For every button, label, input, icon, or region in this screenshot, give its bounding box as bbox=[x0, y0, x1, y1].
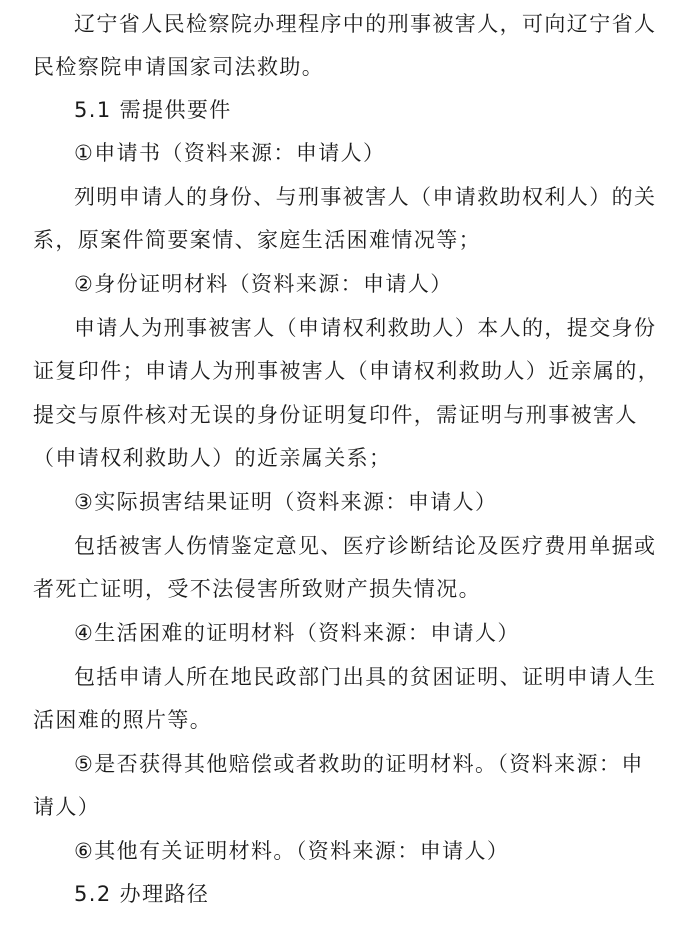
item-3-title: ③实际损害结果证明（资料来源：申请人） bbox=[74, 490, 498, 514]
item-4-title: ④生活困难的证明材料（资料来源：申请人） bbox=[74, 621, 520, 645]
item-4-desc-line-1: 包括申请人所在地民政部门出具的贫困证明、证明申请人生 bbox=[74, 665, 657, 689]
item-2-title: ②身份证明材料（资料来源：申请人） bbox=[74, 272, 453, 296]
item-2-desc-line-1: 申请人为刑事被害人（申请权利救助人）本人的，提交身份 bbox=[74, 316, 657, 340]
item-1-desc-line-1: 列明申请人的身份、与刑事被害人（申请救助权利人）的关 bbox=[74, 185, 657, 209]
section-heading-5-2: 5.2 办理路径 bbox=[74, 882, 210, 906]
item-3-desc-line-1: 包括被害人伤情鉴定意见、医疗诊断结论及医疗费用单据或 bbox=[74, 534, 657, 558]
section-heading-5-1: 5.1 需提供要件 bbox=[74, 98, 232, 122]
intro-line-2: 民检察院申请国家司法救助。 bbox=[33, 55, 325, 79]
item-2-desc-line-3: 提交与原件核对无误的身份证明复印件，需证明与刑事被害人 bbox=[33, 403, 638, 427]
item-2-desc-line-2: 证复印件；申请人为刑事被害人（申请权利救助人）近亲属的， bbox=[33, 359, 661, 383]
item-2-desc-line-4: （申请权利救助人）的近亲属关系； bbox=[33, 446, 392, 470]
item-4-desc-line-2: 活困难的照片等。 bbox=[33, 708, 213, 732]
intro-line-1: 辽宁省人民检察院办理程序中的刑事被害人，可向辽宁省人 bbox=[74, 12, 657, 36]
item-1-desc-line-2: 系，原案件简要案情、家庭生活困难情况等； bbox=[33, 228, 481, 252]
item-5-title-line-1: ⑤是否获得其他赔偿或者救助的证明材料。（资料来源：申 bbox=[74, 752, 644, 776]
item-6-title: ⑥其他有关证明材料。（资料来源：申请人） bbox=[74, 839, 510, 863]
item-3-desc-line-2: 者死亡证明，受不法侵害所致财产损失情况。 bbox=[33, 577, 481, 601]
item-1-title: ①申请书（资料来源：申请人） bbox=[74, 141, 386, 165]
item-5-title-line-2: 请人） bbox=[33, 795, 101, 819]
